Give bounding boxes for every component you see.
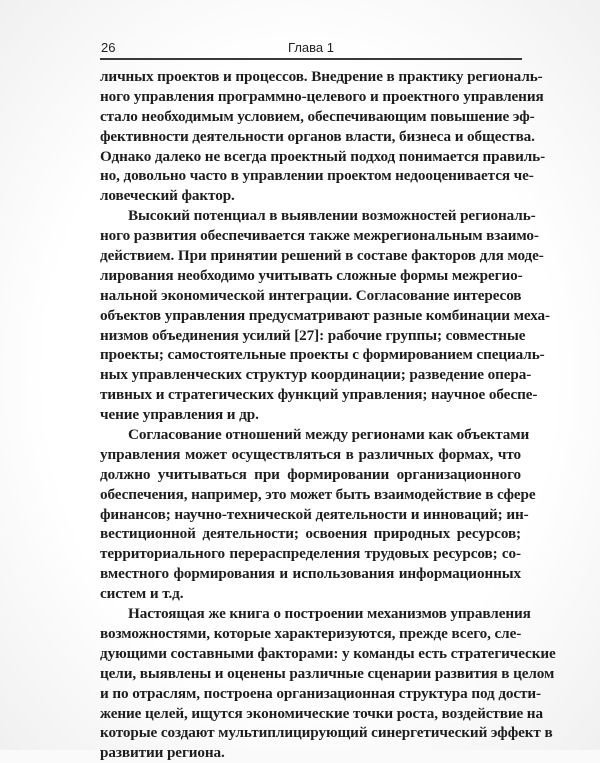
text-line: Высокий потенциал в выявлении возможностей региональ- [128, 207, 536, 225]
text-line: тивных и стратегических функций управления; научное обеспе- [100, 386, 538, 404]
text-line: но, довольно часто в управлении проектом недооценивается че- [100, 167, 534, 185]
text-line: ных управленческих структур координации; разведение опера- [100, 366, 532, 384]
text-line: нальной экономической интеграции. Согласование интересов [100, 286, 522, 304]
text-line: фективности деятельности органов власти, бизнеса и общества. [100, 127, 535, 145]
header-rule [100, 58, 522, 60]
text-line: управления может осуществляться в различных формах, что [100, 445, 521, 463]
text-line: чение управления и др. [100, 406, 259, 424]
text-line: вестиционной деятельности; освоения природных ресурсов; [100, 525, 521, 543]
text-line: вместного формирования и использования информационных [100, 565, 521, 583]
text-line: и по отраслям, построена организационная структура под дости- [100, 684, 542, 702]
text-line: личных проектов и процессов. Внедрение в практику региональ- [100, 68, 543, 85]
text-line: Согласование отношений между регионами как объектами [128, 426, 530, 444]
paragraph [100, 604, 556, 763]
text-line: объектов управления предусматривают разные комбинации меха- [100, 306, 550, 324]
text-line: должно учитываться при формировании организационного [100, 465, 521, 483]
text-line: возможностями, которые характеризуются, прежде всего, сле- [100, 624, 522, 642]
text-line: стало необходимым условием, обеспечивающим повышение эф- [100, 107, 535, 125]
text-line: действием. При принятии решений в составе факторов для моде- [100, 247, 544, 265]
text-line: развитии региона. [100, 744, 225, 762]
text-line: территориального перераспределения трудовых ресурсов; со- [100, 545, 521, 563]
paragraph [100, 425, 536, 604]
running-header [100, 38, 522, 58]
text-line: ловеческий фактор. [100, 187, 235, 205]
text-line: ного развития обеспечивается также межрегиональным взаимо- [100, 227, 539, 245]
text-line: жение целей, ищутся экономические точки роста, воздействие на [100, 704, 543, 722]
text-line: обеспечения, например, это может быть взаимодействие в сфере [100, 485, 536, 503]
text-line: цели, выявлены и оценены различные сценарии развития в целом [100, 664, 555, 682]
body-text [100, 67, 556, 763]
text-line: систем и т.д. [100, 585, 184, 603]
text-line: дующими составными факторами: у команды есть стратегические [100, 644, 556, 662]
text-line: лирования необходимо учитывать сложные формы межрегио- [100, 266, 523, 284]
text-line: низмов объединения усилий [27]: рабочие группы; совместные [100, 326, 526, 344]
text-line: Однако далеко не всегда проектный подход понимается правиль- [100, 147, 546, 165]
text-line: проекты; самостоятельные проекты с формированием специаль- [100, 346, 545, 364]
text-line: Настоящая же книга о построении механизмов управления [128, 605, 531, 623]
paragraph [100, 206, 550, 425]
text-line: которые создают мультиплицирующий синергетический эффект в [100, 724, 553, 742]
chapter-title: Глава 1 [288, 40, 334, 55]
page-number: 26 [101, 40, 116, 55]
text-line: финансов; научно-технической деятельности и инноваций; ин- [100, 505, 529, 523]
paragraph [100, 67, 546, 206]
text-line: ного управления программно-целевого и проектного управления [100, 87, 544, 105]
